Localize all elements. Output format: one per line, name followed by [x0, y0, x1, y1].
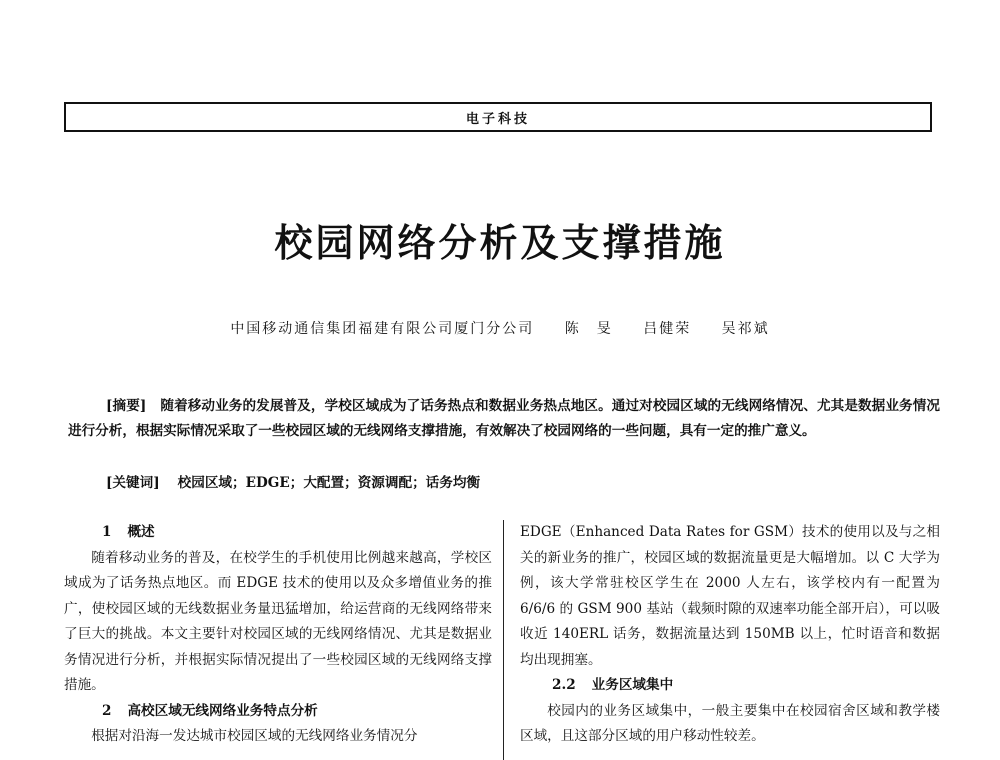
subsection-title: 业务区域集中 [591, 677, 674, 693]
journal-header-box [64, 102, 932, 132]
abstract-label: [摘要] [106, 398, 147, 414]
keywords-text: 校园区域；EDGE；大配置；资源调配；话务均衡 [177, 475, 481, 491]
author-name: 陈 旻 [564, 321, 613, 337]
body-paragraph: EDGE（Enhanced Data Rates for GSM）技术的使用以及与之相关的新业务的推广，校园区域的数据流量更是大幅增加。以 C 大学为例，该大学常驻校区学生在 2000 人左右，该学校内有一配置为 6/6/6 的 GSM 900 基站（载频时隙的双速率功能全部开启），可以吸收近 140ERL 话务，数据流量达到 150MB 以上，忙时语音和数据均出现拥塞。 [520, 524, 940, 668]
abstract-text: 随着移动业务的发展普及，学校区域成为了话务热点和数据业务热点地区。通过对校园区域的无线网络情况、尤其是数据业务情况进行分析，根据实际情况采取了一些校园区域的无线网络支撑措施，有效解决了校园网络的一些问题，具有一定的推广意义。 [68, 398, 940, 439]
keywords-block [106, 471, 906, 496]
section-title: 高校区域无线网络业务特点分析 [127, 702, 318, 719]
author-name: 吕健荣 [643, 321, 692, 337]
section-heading [64, 520, 492, 546]
author-line [0, 318, 1000, 338]
section-number: 1 [102, 524, 112, 540]
body-paragraph: 随着移动业务的普及，在校学生的手机使用比例越来越高，学校区域成为了话务热点地区。而 EDGE 技术的使用以及众多增值业务的推广，使校园区域的无线数据业务量迅猛增加，给运营商的无线网络带来了巨大的挑战。本文主要针对校园区域的无线网络情况、尤其是数据业务情况进行分析，并根据实际情况提出了一些校园区域的无线网络支撑措施。 [64, 549, 492, 693]
section-heading [64, 699, 492, 725]
subsection-number: 2.2 [552, 677, 576, 693]
body-paragraph: 校园内的业务区域集中，一般主要集中在校园宿舍区域和教学楼区域，且这部分区域的用户移动性较差。 [520, 702, 940, 744]
abstract-block [68, 394, 940, 444]
author-affiliation: 中国移动通信集团福建有限公司厦门分公司 [230, 321, 535, 337]
left-column [64, 520, 492, 750]
section-number: 2 [102, 702, 112, 719]
journal-name: 电子科技 [465, 111, 530, 127]
article-title: 校园网络分析及支撑措施 [274, 220, 726, 265]
body-paragraph: 根据对沿海一发达城市校园区域的无线网络业务情况分 [91, 728, 418, 744]
right-column [520, 520, 940, 750]
section-title: 概述 [127, 524, 155, 540]
subsection-heading [520, 673, 940, 699]
keywords-label: [关键词] [106, 475, 160, 491]
column-divider [503, 520, 504, 760]
author-name: 吴祁斌 [721, 321, 770, 337]
